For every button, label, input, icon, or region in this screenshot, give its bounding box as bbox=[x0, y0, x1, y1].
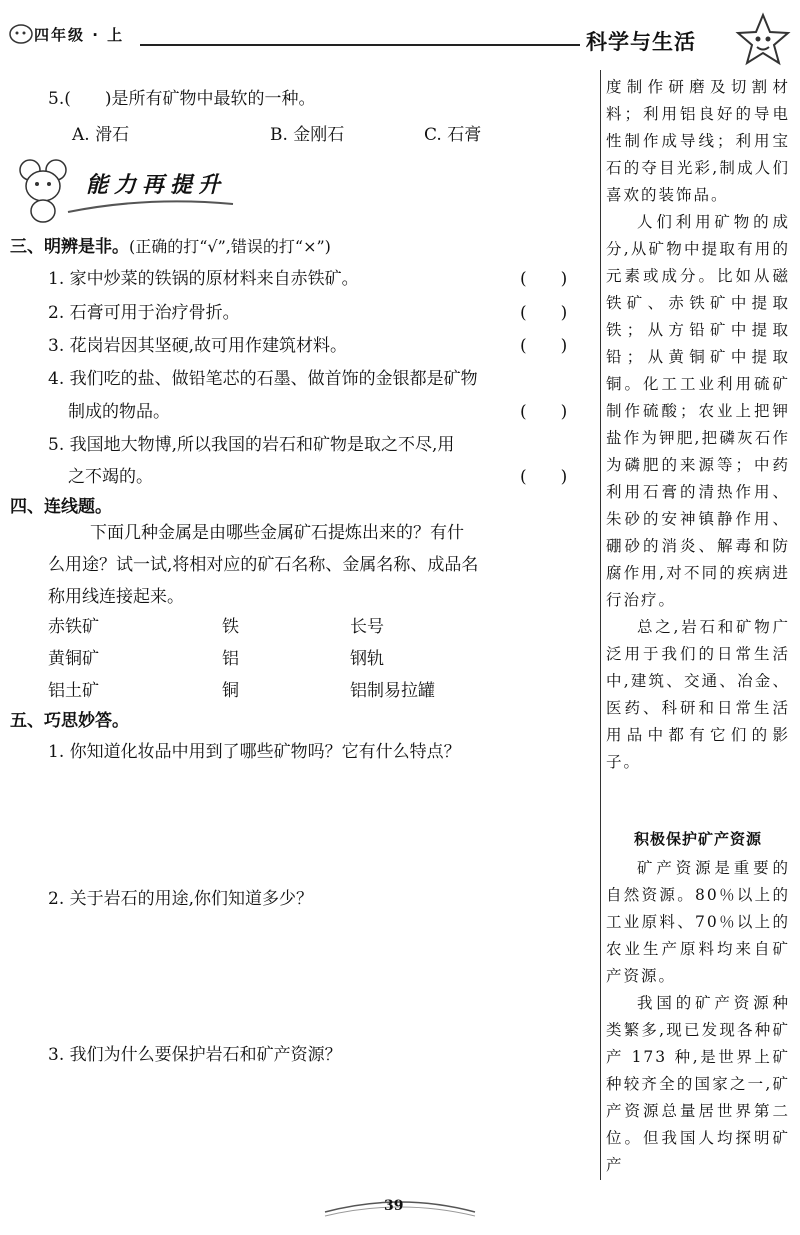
tf-item-2: 2. 石膏可用于治疗骨折。 bbox=[48, 303, 240, 323]
tf-item-5-cont: 之不竭的。 bbox=[68, 467, 153, 487]
tf-item-5: 5. 我国地大物博,所以我国的岩石和矿物是取之不尽,用 bbox=[48, 435, 455, 455]
section-3-title bbox=[10, 232, 331, 257]
section-4-intro-3: 称用线连接起来。 bbox=[48, 587, 184, 607]
sidebar-heading: 积极保护矿产资源 bbox=[633, 830, 762, 848]
product-2[interactable]: 钢轨 bbox=[350, 649, 384, 669]
section-4-title: 四、连线题。 bbox=[10, 497, 112, 517]
sidebar-paragraph-4: 矿产资源是重要的自然资源。80％以上的工业原料、70％以上的农业生产原料均来自矿产资源。 bbox=[606, 859, 790, 985]
star-mascot-icon bbox=[735, 12, 791, 68]
option-a: A. 滑石 bbox=[72, 125, 130, 145]
mascot-icon bbox=[8, 22, 34, 44]
badge-title: 能力再提升 bbox=[86, 173, 227, 198]
ore-2[interactable]: 黄铜矿 bbox=[48, 649, 99, 669]
section-3-heading: 三、明辨是非。 bbox=[10, 237, 129, 257]
brand-title: 科学与生活 bbox=[586, 30, 696, 54]
sidebar-paragraph-1: 度制作研磨及切割材料；利用铝良好的导电性制作成导线；利用宝石的夺目光彩,制成人们喜欢的装饰品。 bbox=[606, 78, 790, 204]
ore-1[interactable]: 赤铁矿 bbox=[48, 617, 99, 637]
tf-item-4-cont: 制成的物品。 bbox=[68, 402, 170, 422]
tf-item-3: 3. 花岗岩因其坚硬,故可用作建筑材料。 bbox=[48, 336, 348, 356]
answer-blank-1[interactable]: ( ) bbox=[520, 269, 568, 289]
sidebar-reading bbox=[606, 74, 790, 1179]
open-question-3: 3. 我们为什么要保护岩石和矿产资源？ bbox=[48, 1045, 342, 1065]
tf-item-1: 1. 家中炒菜的铁锅的原材料来自赤铁矿。 bbox=[48, 269, 359, 289]
sidebar-paragraph-3: 总之,岩石和矿物广泛用于我们的日常生活中,建筑、交通、冶金、医药、科研和日常生活用品中都有它们的影子。 bbox=[606, 618, 790, 771]
page-header bbox=[0, 0, 800, 70]
answer-blank-5[interactable]: ( ) bbox=[520, 467, 568, 487]
product-3[interactable]: 铝制易拉罐 bbox=[350, 681, 435, 701]
open-question-1: 1. 你知道化妆品中用到了哪些矿物吗？它有什么特点？ bbox=[48, 742, 461, 762]
option-c: C. 石膏 bbox=[424, 125, 482, 145]
option-b: B. 金刚石 bbox=[270, 125, 345, 145]
metal-3[interactable]: 铜 bbox=[222, 681, 239, 701]
open-question-2: 2. 关于岩石的用途,你们知道多少？ bbox=[48, 889, 314, 909]
column-divider bbox=[600, 70, 601, 1180]
section-4-intro-2: 么用途？试一试,将相对应的矿石名称、金属名称、成品名 bbox=[48, 555, 479, 575]
ore-3[interactable]: 铝土矿 bbox=[48, 681, 99, 701]
answer-blank-4[interactable]: ( ) bbox=[520, 402, 568, 422]
tf-item-4: 4. 我们吃的盐、做铅笔芯的石墨、做首饰的金银都是矿物 bbox=[48, 369, 478, 389]
grade-label: 四年级 · 上 bbox=[34, 26, 125, 44]
sidebar-spacer bbox=[606, 776, 790, 816]
sidebar-paragraph-5: 我国的矿产资源种类繁多,现已发现各种矿产 173 种,是世界上矿种较齐全的国家之一,矿产资源总量居世界第二位。但我国人均探明矿产 bbox=[606, 994, 790, 1174]
question-5: 5.( )是所有矿物中最软的一种。 bbox=[48, 89, 316, 109]
section-5-title: 五、巧思妙答。 bbox=[10, 711, 129, 731]
section-4-intro-1: 下面几种金属是由哪些金属矿石提炼出来的？有什 bbox=[90, 523, 464, 543]
page-number: 39 bbox=[384, 1198, 404, 1214]
answer-blank-2[interactable]: ( ) bbox=[520, 303, 568, 323]
answer-blank-3[interactable]: ( ) bbox=[520, 336, 568, 356]
product-1[interactable]: 长号 bbox=[350, 617, 384, 637]
header-rule bbox=[140, 44, 580, 46]
metal-2[interactable]: 铝 bbox=[222, 649, 239, 669]
section-3-hint: (正确的打“√”,错误的打“×”) bbox=[129, 237, 331, 256]
metal-1[interactable]: 铁 bbox=[222, 617, 239, 637]
sidebar-paragraph-2: 人们利用矿物的成分,从矿物中提取有用的元素或成分。比如从磁铁矿、赤铁矿中提取铁；从方铅矿中提取铅；从黄铜矿中提取铜。化工工业利用硫矿制作硫酸；农业上把钾盐作为钾肥,把磷灰石作为磷肥的来源等；中药利用石膏的清热作用、朱砂的安神镇静作用、硼砂的消炎、解毒和防腐作用,对不同的疾病进行治疗。 bbox=[606, 213, 790, 609]
